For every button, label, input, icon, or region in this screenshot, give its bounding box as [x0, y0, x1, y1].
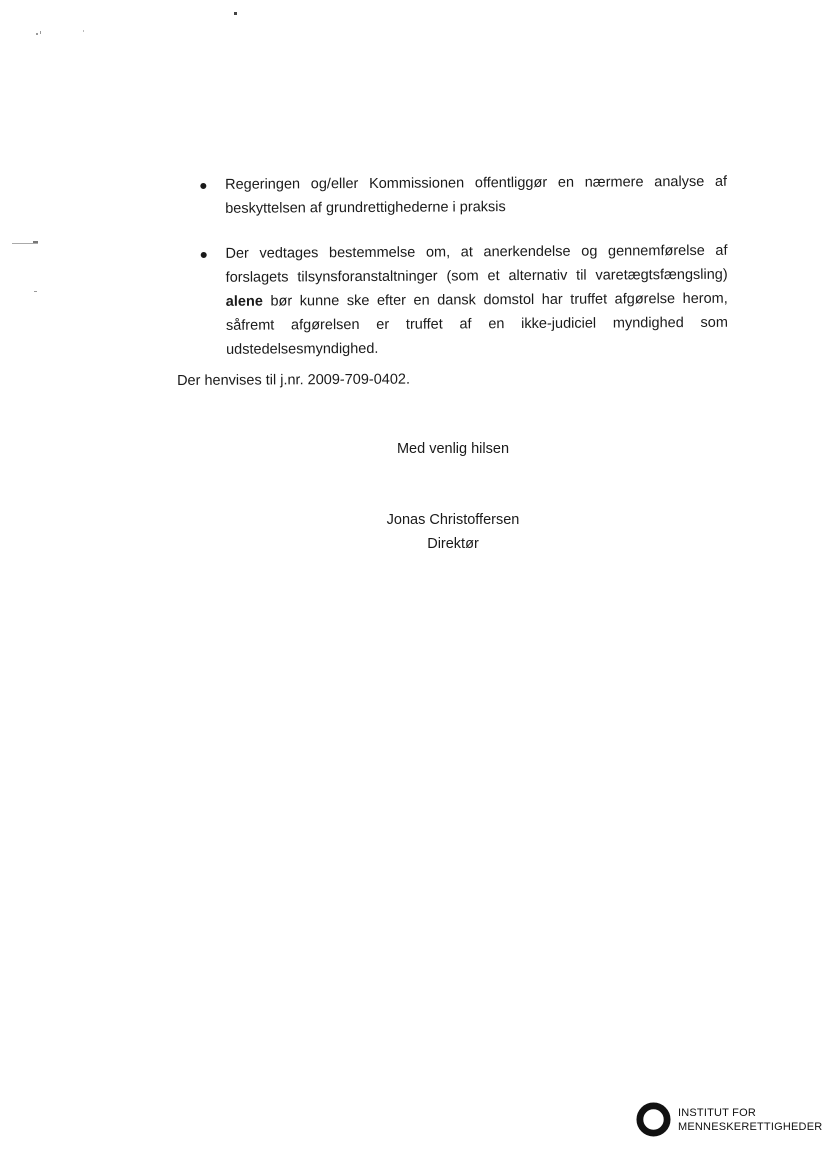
bullet-icon: ● [199, 245, 209, 262]
scan-speck [234, 12, 237, 15]
signatory-name: Jonas Christoffersen [386, 512, 520, 528]
scan-speck [34, 291, 37, 292]
institution-logo [636, 1100, 823, 1140]
scan-speck [33, 241, 38, 243]
scan-speck [36, 33, 38, 35]
bullet-item [197, 170, 727, 221]
bullet-text: Der vedtages bestemmelse om, at anerkendelse og gennemførelse af forslagets tilsynsforanstaltninger (som et alternativ til varetægtsfængsling) alene bør kunne ske efter en dansk domstol har truffet afgørelse herom, såfremt afgørelsen er truffet af en ikke-judiciel myndighed som udstedelsesmyndighed. [225, 242, 728, 358]
logo-line-2: MENNESKERETTIGHEDER [678, 1121, 823, 1133]
closing-greeting: Med venlig hilsen [396, 441, 510, 457]
ring-logo-icon [636, 1102, 671, 1137]
bullet-item [197, 239, 728, 362]
bullet-text: Regeringen og/eller Kommissionen offentliggør en nærmere analyse af beskyttelsen af grundrettighederne i praksis [225, 173, 728, 217]
bold-emphasis: alene [225, 293, 263, 310]
scan-speck [12, 243, 38, 244]
signatory-title: Direktør [427, 536, 479, 552]
scan-speck [40, 31, 41, 34]
logo-line-1: INSTITUT FOR [678, 1107, 756, 1119]
reference-line: Der henvises til j.nr. 2009-709-0402. [177, 371, 411, 389]
logo-text [678, 1106, 822, 1134]
bullet-list [197, 170, 728, 383]
scan-speck [83, 30, 84, 32]
bullet-icon: ● [199, 176, 208, 193]
